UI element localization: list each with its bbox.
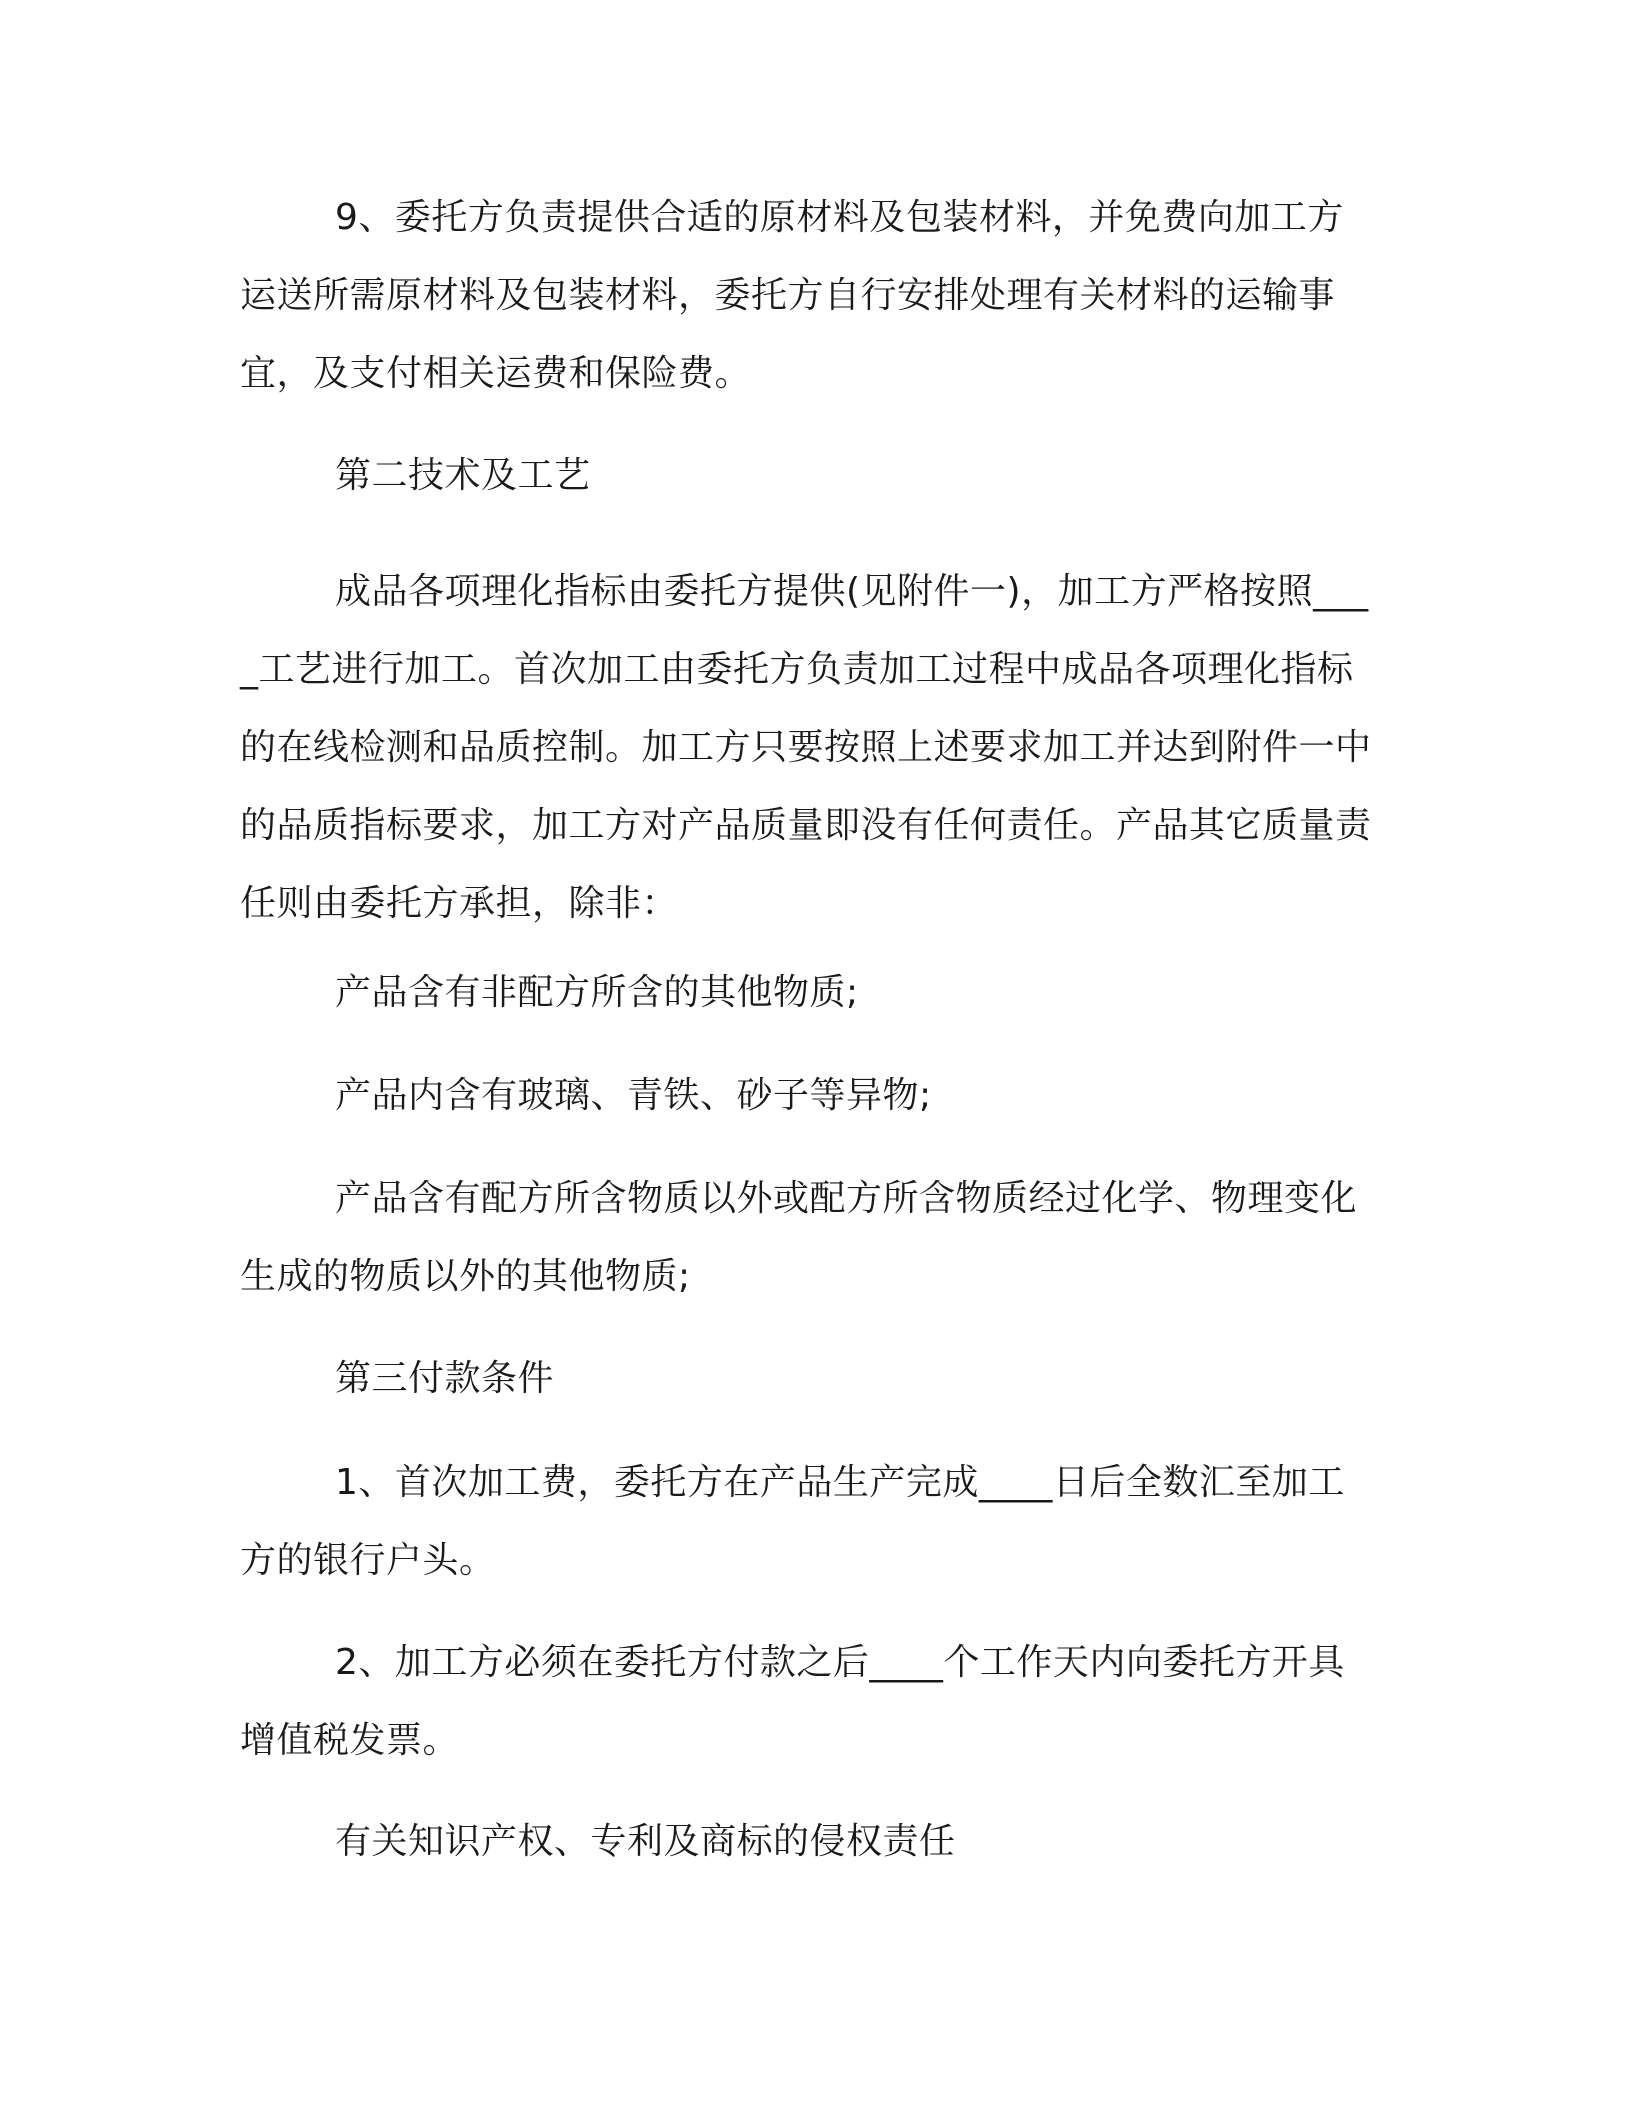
paragraph-payment-1: 1、首次加工费，委托方在产品生产完成____日后全数汇至加工方的银行户头。 (240, 1462, 1345, 1581)
section-heading-payment: 第三付款条件 (335, 1358, 555, 1399)
paragraph-payment-2: 2、加工方必须在委托方付款之后____个工作天内向委托方开具增值税发票。 (240, 1642, 1345, 1761)
list-item-exception-3: 产品含有配方所含物质以外或配方所含物质经过化学、物理变化生成的物质以外的其他物质; (240, 1178, 1358, 1297)
paragraph-quality-indicators: 成品各项理化指标由委托方提供(见附件一)，加工方严格按照____工艺进行加工。首次加工由委托方负责加工过程中成品各项理化指标的在线检测和品质控制。加工方只要按照上述要求加工并达到附件一中的品质指标要求，加工方对产品质量即没有任何责任。产品其它质量责任则由委托方承担，除非： (240, 571, 1372, 924)
list-item-exception-2: 产品内含有玻璃、青铁、砂子等异物; (335, 1075, 932, 1116)
list-item-exception-1: 产品含有非配方所含的其他物质; (335, 972, 859, 1013)
section-heading-ip-liability: 有关知识产权、专利及商标的侵权责任 (335, 1821, 956, 1862)
paragraph-materials-supply: 9、委托方负责提供合适的原材料及包装材料，并免费向加工方运送所需原材料及包装材料，委托方自行安排处理有关材料的运输事宜，及支付相关运费和保险费。 (240, 197, 1344, 394)
section-heading-technology: 第二技术及工艺 (335, 455, 591, 496)
